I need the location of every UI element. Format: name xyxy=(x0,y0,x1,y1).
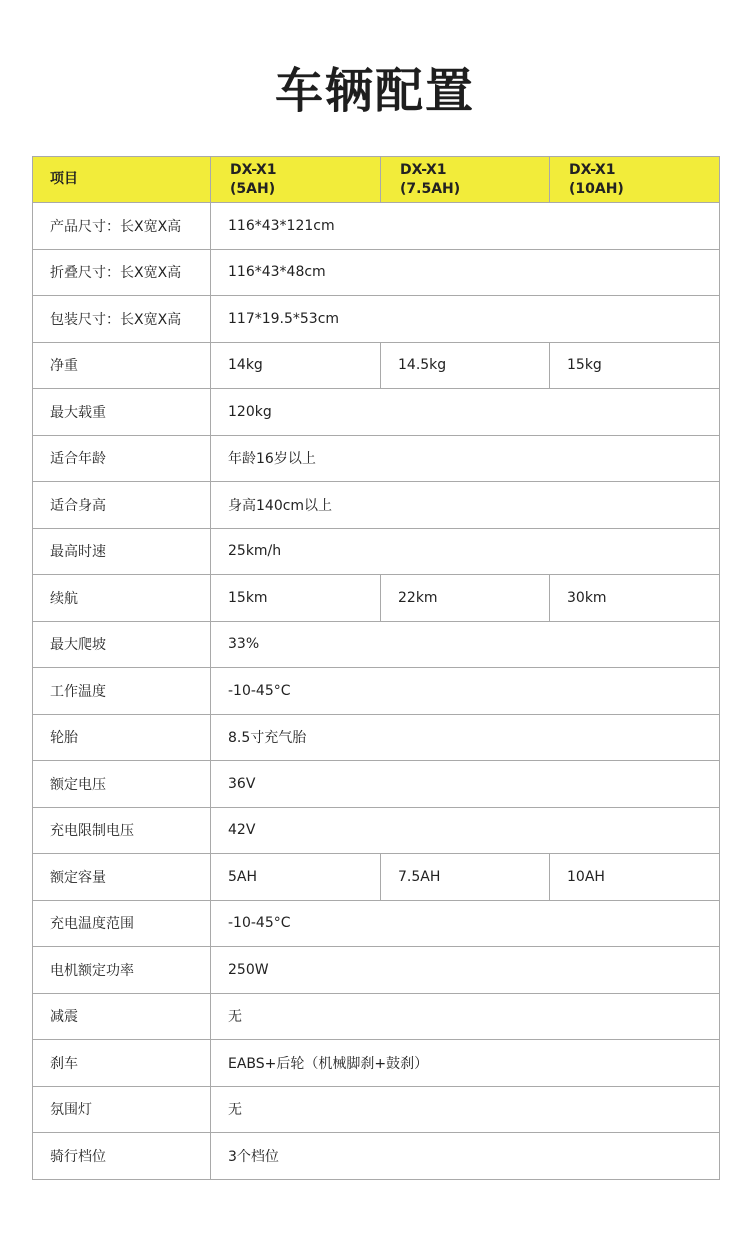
row-label: 骑行档位 xyxy=(33,1133,211,1180)
row-label: 适合身高 xyxy=(33,482,211,529)
row-label: 产品尺寸：长X宽X高 xyxy=(33,203,211,250)
row-label: 电机额定功率 xyxy=(33,947,211,994)
page-title: 车辆配置 xyxy=(274,63,475,119)
header-item-label: 项目 xyxy=(33,157,211,203)
row-label: 最高时速 xyxy=(33,528,211,575)
table-row xyxy=(33,714,720,761)
row-value: 22km xyxy=(381,575,550,622)
row-value: 8.5寸充气胎 xyxy=(211,714,720,761)
row-value: -10-45°C xyxy=(211,668,720,715)
row-label: 最大爬坡 xyxy=(33,621,211,668)
row-label: 额定电压 xyxy=(33,761,211,808)
row-label: 氛围灯 xyxy=(33,1086,211,1133)
model-capacity: (5AH) xyxy=(230,180,276,197)
row-value: 36V xyxy=(211,761,720,808)
row-value: 年龄16岁以上 xyxy=(211,435,720,482)
row-value: 25km/h xyxy=(211,528,720,575)
row-label: 额定容量 xyxy=(33,854,211,901)
row-value: 116*43*121cm xyxy=(211,203,720,250)
row-label: 工作温度 xyxy=(33,668,211,715)
table-row xyxy=(33,807,720,854)
row-value: 33% xyxy=(211,621,720,668)
row-value: EABS+后轮（机械脚刹+鼓刹） xyxy=(211,1040,720,1087)
table-row xyxy=(33,1040,720,1087)
table-row xyxy=(33,993,720,1040)
row-label: 续航 xyxy=(33,575,211,622)
vehicle-spec-table xyxy=(32,156,720,1180)
model-capacity: (10AH) xyxy=(569,180,624,197)
row-label: 轮胎 xyxy=(33,714,211,761)
row-label: 刹车 xyxy=(33,1040,211,1087)
model-name: DX-X1 xyxy=(230,161,277,178)
table-row xyxy=(33,249,720,296)
row-label: 减震 xyxy=(33,993,211,1040)
table-row xyxy=(33,1133,720,1180)
model-name: DX-X1 xyxy=(400,161,447,178)
model-name: DX-X1 xyxy=(569,161,616,178)
header-model-7-5ah xyxy=(381,157,550,203)
table-row xyxy=(33,482,720,529)
table-row xyxy=(33,668,720,715)
row-value: 250W xyxy=(211,947,720,994)
row-label: 净重 xyxy=(33,342,211,389)
row-label: 充电限制电压 xyxy=(33,807,211,854)
table-row xyxy=(33,203,720,250)
row-value: 无 xyxy=(211,1086,720,1133)
row-value: 116*43*48cm xyxy=(211,249,720,296)
row-value: 42V xyxy=(211,807,720,854)
row-value: 120kg xyxy=(211,389,720,436)
row-value: 15kg xyxy=(550,342,720,389)
row-value: 身高140cm以上 xyxy=(211,482,720,529)
row-label: 充电温度范围 xyxy=(33,900,211,947)
header-model-10ah xyxy=(550,157,720,203)
row-label: 最大载重 xyxy=(33,389,211,436)
table-row xyxy=(33,342,720,389)
row-label: 包装尺寸：长X宽X高 xyxy=(33,296,211,343)
row-value: 14.5kg xyxy=(381,342,550,389)
table-row xyxy=(33,435,720,482)
row-value: 10AH xyxy=(550,854,720,901)
table-row xyxy=(33,947,720,994)
row-value: 14kg xyxy=(211,342,381,389)
row-value: 5AH xyxy=(211,854,381,901)
row-value: -10-45°C xyxy=(211,900,720,947)
table-row xyxy=(33,389,720,436)
table-row xyxy=(33,575,720,622)
table-row xyxy=(33,854,720,901)
row-value: 7.5AH xyxy=(381,854,550,901)
table-row xyxy=(33,528,720,575)
row-value: 30km xyxy=(550,575,720,622)
row-label: 折叠尺寸：长X宽X高 xyxy=(33,249,211,296)
table-row xyxy=(33,1086,720,1133)
table-header-row xyxy=(33,157,720,203)
row-label: 适合年龄 xyxy=(33,435,211,482)
row-value: 15km xyxy=(211,575,381,622)
table-row xyxy=(33,761,720,808)
table-row xyxy=(33,621,720,668)
row-value: 无 xyxy=(211,993,720,1040)
table-row xyxy=(33,296,720,343)
row-value: 3个档位 xyxy=(211,1133,720,1180)
model-capacity: (7.5AH) xyxy=(400,180,461,197)
row-value: 117*19.5*53cm xyxy=(211,296,720,343)
table-row xyxy=(33,900,720,947)
header-model-5ah xyxy=(211,157,381,203)
